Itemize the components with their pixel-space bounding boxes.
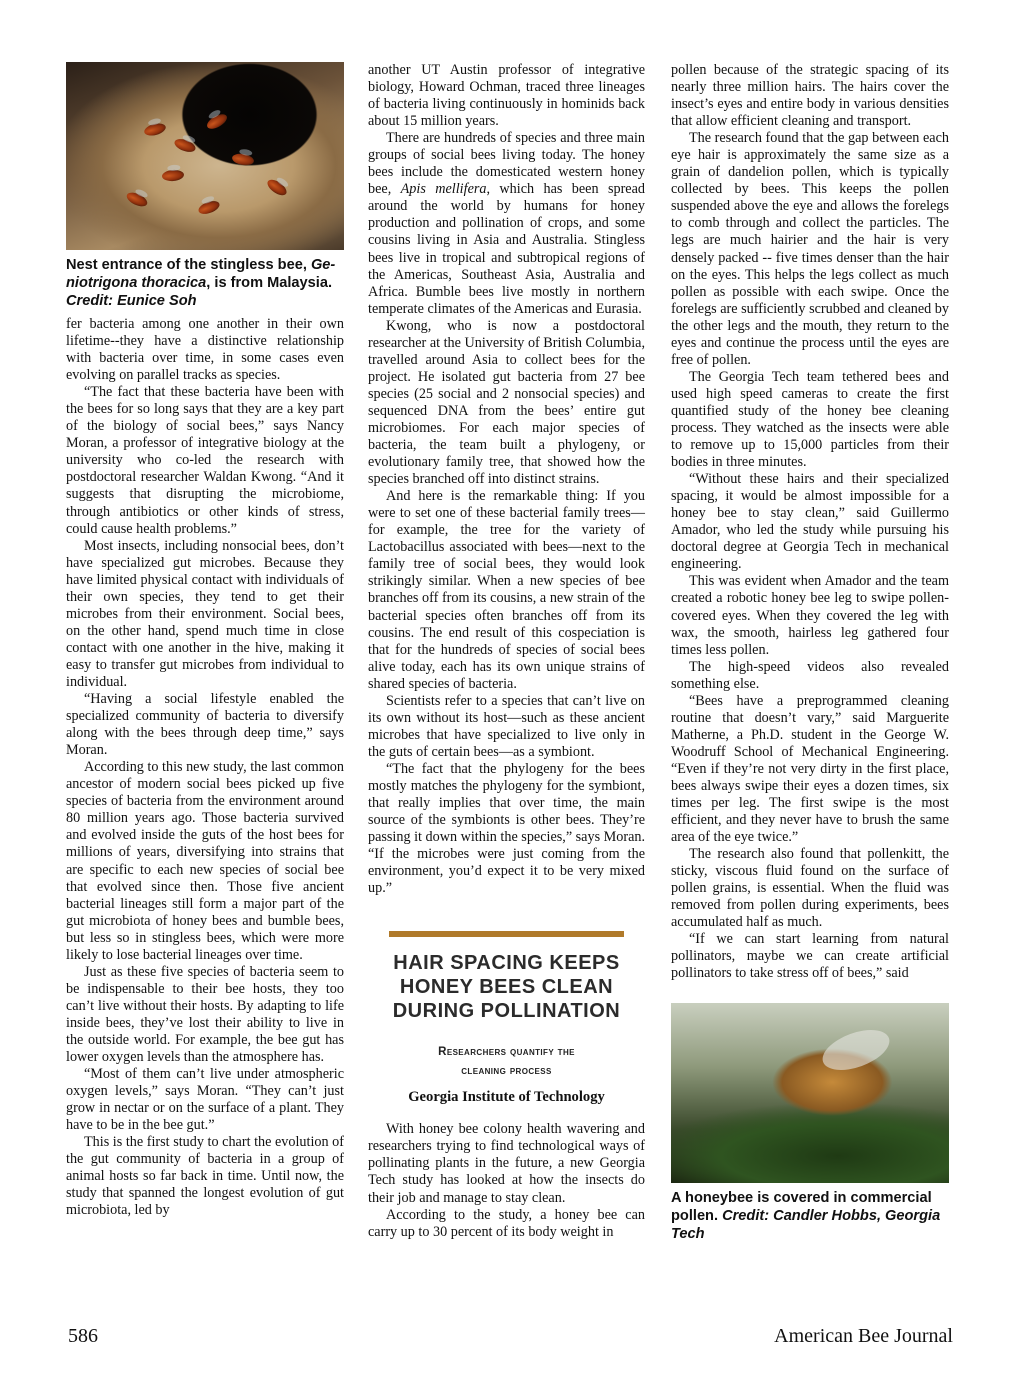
column-3 bbox=[671, 62, 949, 1249]
bee-figure bbox=[173, 137, 197, 155]
page-number: 586 bbox=[68, 1325, 98, 1347]
article-headline: HAIR SPACING KEEPS HONEY BEES CLEAN DURING POLLINATION bbox=[392, 952, 621, 1023]
paragraph: The Georgia Tech team tethered bees and used high speed cameras to create the first quantified study of the honey bee cleaning process. They watched as the insects were able to remove up to 15,000 particles from their bodies in three minutes. bbox=[671, 368, 949, 471]
bee-figure bbox=[231, 152, 255, 167]
paragraph: And here is the remarkable thing: If you were to set one of these bacterial family trees—for example, the tree for the variety of Lactobacillus associated with bees—next to the family tree of social bees, they would look strikingly similar. When a new species of bee branches off from its cousins, a new strain of the bacterial species often branches off from its cousins. The end result of this cospeciation is that for the hundreds of species of social bees alive today, each has its own unique strains of shared species of bacteria. bbox=[368, 488, 645, 692]
bee-wing-shape bbox=[817, 1022, 894, 1078]
paragraph: The research also found that pollenkitt, the sticky, viscous fluid found on the surface of pollen grains, is essential. When the fluid was removed from pollen during experiments, bees accumulated half as much. bbox=[671, 846, 949, 931]
paragraph: Just as these five species of bacteria seem to be indispensable to their bee hosts, they too can’t live without their hosts. By adapting to life inside bees, they’ve lost their ability to live in the outside world. For example, the bee gut has lower oxygen levels than the atmosphere has. bbox=[66, 963, 344, 1066]
paragraph: pollen because of the strategic spacing of its nearly three million hairs. The hairs cover the insect’s eyes and entire body in various densities that allow efficient cleaning and transport. bbox=[671, 62, 949, 130]
paragraph: “Bees have a preprogrammed cleaning routine that doesn’t vary,” said Marguerite Matherne, a Ph.D. student in the George W. Woodruff School of Mechanical Engineering. “Even if they’re not very dirty in the first place, bees always swipe their eyes a dozen times, six times per leg. The first swipe is the most efficient, and they never have to brush the same area of the eye twice.” bbox=[671, 692, 949, 846]
paragraph: another UT Austin professor of integrative biology, Howard Ochman, traced three lineages of bacteria living continuously in hominids back about 15 million years. bbox=[368, 62, 645, 130]
paragraph: This is the first study to chart the evolution of the gut community of bacteria in a group of animal hosts so far back in time. Until now, the study that spanned the longest evolution of gut microbiota, led by bbox=[66, 1134, 344, 1219]
section-divider-rule bbox=[389, 931, 624, 937]
paragraph: “If we can start learning from natural pollinators, maybe we can create artificial pollinators to take stress off of bees,” said bbox=[671, 931, 949, 982]
bee-figure bbox=[162, 169, 185, 182]
honeybee-photo-caption: A honeybee is covered in commercial pollen. Credit: Candler Hobbs, Georgia Tech bbox=[671, 1189, 941, 1242]
paragraph: The research found that the gap between each eye hair is approximately the same size as a grain of dandelion pollen, which is typically collected by bees. This keeps the pollen suspended above the eye and allows the forelegs to comb through and collect the particles. The legs are much hairier and the hair is very densely packed -- five times denser than the hair on the eyes. This helps the legs collect as much pollen as possible with each swipe. Once the forelegs are sufficiently scrubbed and cleaned by the other legs and the mouth, they return to the eyes and continue the process until the eyes are free of pollen. bbox=[671, 130, 949, 368]
paragraph: “The fact that the phylogeny for the bees mostly matches the phylogeny for the symbiont, that really implies that over time, the main source of the symbionts is other bees. They’re passing it down within the species,” says Moran. “If the microbes were just coming from the environment, you’d expect it to be very mixed up.” bbox=[368, 760, 646, 897]
paragraph: fer bacteria among one another in their own lifetime--they have a distinctive relationship with bacteria over time, in some cases even evolving on parallel tracks as species. bbox=[66, 316, 344, 384]
article-subheadline: Researchers quantify the cleaning process bbox=[438, 1046, 575, 1078]
article-source: Georgia Institute of Technology bbox=[408, 1089, 605, 1106]
paragraph: Scientists refer to a species that can’t live on its own without its host—such as these ancient microbes that have specialized to live only in the guts of certain bees—as a symbiont. bbox=[368, 692, 645, 760]
paragraph: Kwong, who is now a postdoctoral researcher at the University of British Columbia, travelled around Asia to collect bees for the project. He isolated gut bacteria from 27 bee species (25 social and 2 nonsocial species) and sequenced DNA from the bees’ entire gut microbiomes. For each major species of bacteria, the team built a phylogeny, or evolutionary family tree, that showed how the species branched off into distinct strains. bbox=[368, 317, 645, 488]
bee-figure bbox=[125, 190, 150, 209]
honeybee-pollen-photo bbox=[671, 1003, 949, 1183]
bee-figure bbox=[197, 199, 221, 217]
journal-name: American Bee Journal bbox=[774, 1325, 953, 1347]
paragraph: According to this new study, the last common ancestor of modern social bees picked up five species of bacteria from the environment around 80 million years ago. Those bacteria survived and evolved inside the guts of the host bees for millions of years, diversifying into strains that are specific to each new species of social bee that evolved since then. Those five ancient bacterial lineages still form a major part of the gut microbiota of honey bees and bumble bees, but less so in stingless bees, which were more likely to lose bacterial lineages over time. bbox=[66, 759, 344, 963]
column-2 bbox=[368, 62, 645, 1241]
paragraph: With honey bee colony health wavering and researchers trying to find technological ways of pollinating plants in the future, a new Georgia Tech study has looked at how the insects do their job and manage to stay clean. bbox=[368, 1121, 645, 1206]
paragraph: “Having a social lifestyle enabled the specialized community of bacteria to diversify along with the bees through deep time,” says Moran. bbox=[66, 691, 344, 759]
bee-figure bbox=[265, 177, 289, 199]
paragraph: Most insects, including nonsocial bees, don’t have specialized gut microbes. Because they have limited physical contact with individuals of their own species, they tend to get their microbes from their environment. Social bees, on the other hand, spend much time in close contact with one another in the hive, making it easy to transfer gut microbes from individual to individual. bbox=[66, 537, 344, 690]
paragraph: “The fact that these bacteria have been with the bees for so long says that they are a key part of the biology of social bees,” says Nancy Moran, a professor of integrative biology at the university who co-led the research with postdoctoral researcher Waldan Kwong. “And it suggests that disrupting the microbiome, through antibiotics or other kinds of stress, could cause health problems.” bbox=[66, 384, 344, 537]
stingless-bee-nest-photo bbox=[66, 62, 344, 250]
paragraph: The high-speed videos also revealed something else. bbox=[671, 658, 949, 692]
paragraph: This was evident when Amador and the team created a robotic honey bee leg to swipe pollen-covered eyes. When they covered the leg with wax, the smooth, hairless leg gathered four times less pollen. bbox=[671, 573, 949, 658]
paragraph: “Most of them can’t live under atmospheric oxygen levels,” says Moran. “They can’t just grow in nectar or on the surface of a plant. They have to be in the bee gut.” bbox=[66, 1066, 344, 1134]
paragraph: “Without these hairs and their specialized spacing, it would be almost impossible for a honey bee to stay clean,” said Guillermo Amador, who led the study while pursuing his doctoral degree at Georgia Tech in mechanical engineering. bbox=[671, 471, 949, 573]
column-1 bbox=[66, 62, 344, 1219]
nest-photo-caption: Nest entrance of the stingless bee, Ge-niotrigona thoracica, is from Malaysia. Credit: Eunice Soh bbox=[66, 257, 336, 309]
bee-figure bbox=[143, 121, 167, 137]
bee-figure bbox=[205, 111, 230, 132]
paragraph: There are hundreds of species and three main groups of social bees living today. The honey bees include the domesticated western honey bee, Apis mellifera, which has been spread around the world by humans for honey production and pollination of crops, and some cousins living in Asia and Australia. Stingless bees live in tropical and subtropical regions of the Americas, Southeast Asia, Australia and Africa. Bumble bees live mostly in northern temperate climates of the Americas and Eurasia. bbox=[368, 130, 645, 317]
paragraph: According to the study, a honey bee can carry up to 30 percent of its body weight in bbox=[368, 1206, 645, 1240]
